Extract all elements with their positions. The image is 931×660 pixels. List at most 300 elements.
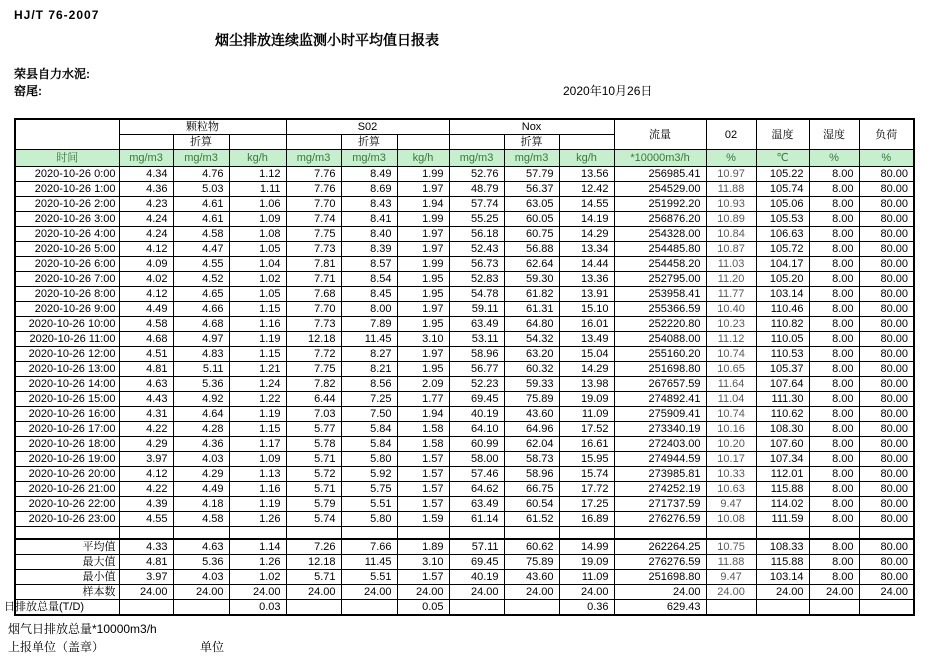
value-cell: 255366.59 — [614, 302, 706, 317]
summary-value-cell: 8.00 — [809, 555, 859, 570]
value-cell: 7.76 — [286, 167, 341, 182]
value-cell: 1.57 — [397, 482, 449, 497]
value-cell: 5.71 — [286, 452, 341, 467]
value-cell: 4.58 — [119, 317, 173, 332]
value-cell: 1.57 — [397, 497, 449, 512]
value-cell: 59.33 — [504, 377, 559, 392]
value-cell: 267657.59 — [614, 377, 706, 392]
time-cell: 2020-10-26 14:00 — [15, 377, 119, 392]
value-cell: 8.00 — [809, 272, 859, 287]
value-cell: 4.39 — [119, 497, 173, 512]
value-cell: 11.45 — [341, 332, 397, 347]
value-cell: 254485.80 — [614, 242, 706, 257]
separator-row — [15, 527, 914, 540]
summary-value-cell: 1.14 — [229, 539, 286, 555]
summary-value-cell: 115.88 — [756, 555, 809, 570]
daily-total-value-cell — [286, 600, 341, 616]
value-cell: 57.74 — [449, 197, 504, 212]
time-column-header: 时间 — [15, 150, 119, 167]
summary-row — [15, 570, 914, 585]
value-cell: 64.96 — [504, 422, 559, 437]
value-cell: 8.21 — [341, 362, 397, 377]
value-cell: 107.60 — [756, 437, 809, 452]
summary-label: 最小值 — [15, 570, 119, 585]
daily-total-value-cell: 629.43 — [614, 600, 706, 616]
value-cell: 4.43 — [119, 392, 173, 407]
value-cell: 80.00 — [859, 212, 914, 227]
summary-value-cell: 75.89 — [504, 555, 559, 570]
value-cell: 254328.00 — [614, 227, 706, 242]
value-cell: 271737.59 — [614, 497, 706, 512]
value-cell: 4.23 — [119, 197, 173, 212]
value-cell: 60.32 — [504, 362, 559, 377]
summary-value-cell: 11.45 — [341, 555, 397, 570]
summary-value-cell: 14.99 — [559, 539, 614, 555]
value-cell: 52.76 — [449, 167, 504, 182]
empty-cell — [559, 527, 614, 540]
value-cell: 80.00 — [859, 452, 914, 467]
value-cell: 4.24 — [119, 212, 173, 227]
value-cell: 1.95 — [397, 362, 449, 377]
value-cell: 62.64 — [504, 257, 559, 272]
time-cell: 2020-10-26 7:00 — [15, 272, 119, 287]
value-cell: 103.14 — [756, 287, 809, 302]
value-cell: 8.00 — [809, 347, 859, 362]
unit-header: kg/h — [229, 150, 286, 167]
value-cell: 4.97 — [173, 332, 229, 347]
hour-row — [15, 512, 914, 527]
value-cell: 1.06 — [229, 197, 286, 212]
value-cell: 106.63 — [756, 227, 809, 242]
value-cell: 4.64 — [173, 407, 229, 422]
value-cell: 4.81 — [119, 362, 173, 377]
value-cell: 17.52 — [559, 422, 614, 437]
converted-subheader: 折算 — [173, 135, 229, 150]
value-cell: 4.68 — [119, 332, 173, 347]
value-cell: 1.57 — [397, 467, 449, 482]
unit-header: mg/m3 — [173, 150, 229, 167]
value-cell: 4.55 — [119, 512, 173, 527]
value-cell: 10.33 — [706, 467, 756, 482]
value-cell: 75.89 — [504, 392, 559, 407]
value-cell: 80.00 — [859, 497, 914, 512]
value-cell: 253958.41 — [614, 287, 706, 302]
value-cell: 4.12 — [119, 242, 173, 257]
daily-total-label-text: 日排放总量(T/D) — [4, 601, 85, 613]
value-cell: 1.58 — [397, 437, 449, 452]
value-cell: 13.98 — [559, 377, 614, 392]
time-cell: 2020-10-26 13:00 — [15, 362, 119, 377]
value-cell: 58.96 — [504, 467, 559, 482]
value-cell: 63.49 — [449, 317, 504, 332]
hour-row — [15, 452, 914, 467]
value-cell: 55.25 — [449, 212, 504, 227]
value-cell: 48.79 — [449, 182, 504, 197]
hour-row — [15, 167, 914, 182]
value-cell: 43.60 — [504, 407, 559, 422]
value-cell: 80.00 — [859, 257, 914, 272]
unit-header: % — [706, 150, 756, 167]
value-cell: 8.00 — [809, 497, 859, 512]
value-cell: 54.78 — [449, 287, 504, 302]
unit-header: *10000m3/h — [614, 150, 706, 167]
standard-number: HJ/T 76-2007 — [14, 8, 100, 22]
value-cell: 4.31 — [119, 407, 173, 422]
summary-value-cell: 80.00 — [859, 570, 914, 585]
value-cell: 80.00 — [859, 167, 914, 182]
summary-value-cell: 24.00 — [859, 585, 914, 600]
daily-total-row — [15, 600, 914, 616]
value-cell: 17.25 — [559, 497, 614, 512]
value-cell: 8.00 — [809, 452, 859, 467]
value-cell: 4.55 — [173, 257, 229, 272]
value-cell: 52.23 — [449, 377, 504, 392]
value-cell: 7.72 — [286, 347, 341, 362]
daily-total-value-cell — [341, 600, 397, 616]
value-cell: 13.91 — [559, 287, 614, 302]
report-table — [4, 118, 915, 616]
value-cell: 9.47 — [706, 497, 756, 512]
value-cell: 63.20 — [504, 347, 559, 362]
value-cell: 10.89 — [706, 212, 756, 227]
time-cell: 2020-10-26 4:00 — [15, 227, 119, 242]
value-cell: 63.05 — [504, 197, 559, 212]
summary-value-cell: 108.33 — [756, 539, 809, 555]
pollutant-group-header: S02 — [286, 119, 449, 135]
value-cell: 1.94 — [397, 197, 449, 212]
summary-value-cell: 5.71 — [286, 570, 341, 585]
converted-subheader: 折算 — [504, 135, 559, 150]
unit-header: kg/h — [559, 150, 614, 167]
value-cell: 5.71 — [286, 482, 341, 497]
summary-value-cell: 24.00 — [614, 585, 706, 600]
value-cell: 80.00 — [859, 377, 914, 392]
value-cell: 15.10 — [559, 302, 614, 317]
value-cell: 10.87 — [706, 242, 756, 257]
value-cell: 5.80 — [341, 512, 397, 527]
value-cell: 80.00 — [859, 362, 914, 377]
value-cell: 1.05 — [229, 242, 286, 257]
summary-value-cell: 4.81 — [119, 555, 173, 570]
value-cell: 11.64 — [706, 377, 756, 392]
value-cell: 11.88 — [706, 182, 756, 197]
value-cell: 4.09 — [119, 257, 173, 272]
summary-value-cell: 24.00 — [449, 585, 504, 600]
value-cell: 14.29 — [559, 227, 614, 242]
value-cell: 1.19 — [229, 497, 286, 512]
hour-row — [15, 257, 914, 272]
value-cell: 80.00 — [859, 392, 914, 407]
value-cell: 8.00 — [809, 332, 859, 347]
value-cell: 10.97 — [706, 167, 756, 182]
summary-value-cell: 1.26 — [229, 555, 286, 570]
value-cell: 1.15 — [229, 422, 286, 437]
value-cell: 4.34 — [119, 167, 173, 182]
value-cell: 1.95 — [397, 272, 449, 287]
value-cell: 7.03 — [286, 407, 341, 422]
value-cell: 1.15 — [229, 302, 286, 317]
value-cell: 10.63 — [706, 482, 756, 497]
pollutant-group-header: 颗粒物 — [119, 119, 286, 135]
value-cell: 1.58 — [397, 422, 449, 437]
value-cell: 8.40 — [341, 227, 397, 242]
value-cell: 8.00 — [809, 182, 859, 197]
time-cell: 2020-10-26 20:00 — [15, 467, 119, 482]
value-cell: 110.62 — [756, 407, 809, 422]
value-cell: 105.74 — [756, 182, 809, 197]
value-cell: 115.88 — [756, 482, 809, 497]
value-cell: 5.84 — [341, 422, 397, 437]
value-cell: 4.12 — [119, 287, 173, 302]
value-cell: 14.55 — [559, 197, 614, 212]
summary-row — [15, 539, 914, 555]
value-cell: 7.73 — [286, 242, 341, 257]
time-cell: 2020-10-26 2:00 — [15, 197, 119, 212]
value-cell: 4.68 — [173, 317, 229, 332]
value-cell: 4.49 — [173, 482, 229, 497]
summary-label: 最大值 — [15, 555, 119, 570]
time-cell: 2020-10-26 15:00 — [15, 392, 119, 407]
value-cell: 8.00 — [341, 302, 397, 317]
summary-value-cell: 24.00 — [397, 585, 449, 600]
unit-header: kg/h — [397, 150, 449, 167]
time-cell: 2020-10-26 21:00 — [15, 482, 119, 497]
value-cell: 4.18 — [173, 497, 229, 512]
value-cell: 8.57 — [341, 257, 397, 272]
value-cell: 8.00 — [809, 437, 859, 452]
value-cell: 10.74 — [706, 407, 756, 422]
time-header-blank — [15, 119, 119, 150]
value-cell: 1.95 — [397, 317, 449, 332]
subheader-blank — [449, 135, 504, 150]
summary-value-cell: 12.18 — [286, 555, 341, 570]
value-cell: 59.11 — [449, 302, 504, 317]
value-cell: 8.00 — [809, 212, 859, 227]
value-cell: 1.99 — [397, 167, 449, 182]
hour-row — [15, 227, 914, 242]
value-cell: 274944.59 — [614, 452, 706, 467]
summary-value-cell: 69.45 — [449, 555, 504, 570]
summary-value-cell: 262264.25 — [614, 539, 706, 555]
hour-row — [15, 407, 914, 422]
value-cell: 110.53 — [756, 347, 809, 362]
value-cell: 8.00 — [809, 197, 859, 212]
value-cell: 1.97 — [397, 347, 449, 362]
column-group-header: 温度 — [756, 119, 809, 150]
unit-label: 单位 — [200, 640, 225, 654]
empty-cell — [173, 527, 229, 540]
value-cell: 4.76 — [173, 167, 229, 182]
value-cell: 64.80 — [504, 317, 559, 332]
hour-row — [15, 287, 914, 302]
unit-header: mg/m3 — [504, 150, 559, 167]
summary-value-cell: 60.62 — [504, 539, 559, 555]
value-cell: 8.00 — [809, 392, 859, 407]
unit-header: mg/m3 — [286, 150, 341, 167]
hour-row — [15, 497, 914, 512]
summary-row — [15, 555, 914, 570]
converted-subheader: 折算 — [341, 135, 397, 150]
value-cell: 1.16 — [229, 482, 286, 497]
value-cell: 8.45 — [341, 287, 397, 302]
hour-row — [15, 467, 914, 482]
value-cell: 80.00 — [859, 287, 914, 302]
value-cell: 8.00 — [809, 377, 859, 392]
empty-cell — [286, 527, 341, 540]
summary-value-cell: 24.00 — [229, 585, 286, 600]
daily-total-value-cell — [449, 600, 504, 616]
value-cell: 15.74 — [559, 467, 614, 482]
value-cell: 56.77 — [449, 362, 504, 377]
value-cell: 1.05 — [229, 287, 286, 302]
value-cell: 13.36 — [559, 272, 614, 287]
value-cell: 4.52 — [173, 272, 229, 287]
value-cell: 8.41 — [341, 212, 397, 227]
value-cell: 7.82 — [286, 377, 341, 392]
value-cell: 4.22 — [119, 422, 173, 437]
value-cell: 13.49 — [559, 332, 614, 347]
value-cell: 5.84 — [341, 437, 397, 452]
value-cell: 1.16 — [229, 317, 286, 332]
value-cell: 80.00 — [859, 332, 914, 347]
summary-value-cell: 24.00 — [706, 585, 756, 600]
value-cell: 10.74 — [706, 347, 756, 362]
value-cell: 8.43 — [341, 197, 397, 212]
report-unit-label: 上报单位（盖章） — [8, 640, 105, 654]
value-cell: 8.00 — [809, 422, 859, 437]
value-cell: 5.79 — [286, 497, 341, 512]
summary-value-cell: 103.14 — [756, 570, 809, 585]
value-cell: 4.12 — [119, 467, 173, 482]
value-cell: 7.75 — [286, 362, 341, 377]
value-cell: 8.54 — [341, 272, 397, 287]
location-label: 窑尾: — [14, 84, 42, 98]
value-cell: 1.97 — [397, 242, 449, 257]
value-cell: 5.78 — [286, 437, 341, 452]
value-cell: 5.03 — [173, 182, 229, 197]
value-cell: 7.68 — [286, 287, 341, 302]
value-cell: 254458.20 — [614, 257, 706, 272]
daily-total-value-cell: 0.03 — [229, 600, 286, 616]
value-cell: 80.00 — [859, 227, 914, 242]
unit-header: ℃ — [756, 150, 809, 167]
value-cell: 105.53 — [756, 212, 809, 227]
value-cell: 4.58 — [173, 512, 229, 527]
empty-cell — [859, 527, 914, 540]
value-cell: 4.61 — [173, 212, 229, 227]
summary-value-cell: 1.57 — [397, 570, 449, 585]
value-cell: 16.61 — [559, 437, 614, 452]
value-cell: 104.17 — [756, 257, 809, 272]
time-cell: 2020-10-26 6:00 — [15, 257, 119, 272]
value-cell: 7.73 — [286, 317, 341, 332]
empty-cell — [119, 527, 173, 540]
value-cell: 80.00 — [859, 512, 914, 527]
value-cell: 64.10 — [449, 422, 504, 437]
value-cell: 53.11 — [449, 332, 504, 347]
value-cell: 1.19 — [229, 407, 286, 422]
value-cell: 60.05 — [504, 212, 559, 227]
value-cell: 7.75 — [286, 227, 341, 242]
value-cell: 275909.41 — [614, 407, 706, 422]
footer-note: 烟气日排放总量*10000m3/h — [8, 622, 157, 636]
value-cell: 6.44 — [286, 392, 341, 407]
value-cell: 256876.20 — [614, 212, 706, 227]
summary-value-cell: 24.00 — [809, 585, 859, 600]
value-cell: 256985.41 — [614, 167, 706, 182]
value-cell: 66.75 — [504, 482, 559, 497]
value-cell: 105.06 — [756, 197, 809, 212]
value-cell: 4.65 — [173, 287, 229, 302]
value-cell: 7.76 — [286, 182, 341, 197]
subheader-blank — [119, 135, 173, 150]
value-cell: 254529.00 — [614, 182, 706, 197]
empty-cell — [397, 527, 449, 540]
hour-row — [15, 242, 914, 257]
empty-cell — [706, 527, 756, 540]
value-cell: 5.72 — [286, 467, 341, 482]
value-cell: 57.79 — [504, 167, 559, 182]
value-cell: 80.00 — [859, 272, 914, 287]
value-cell: 57.46 — [449, 467, 504, 482]
summary-value-cell: 24.00 — [341, 585, 397, 600]
time-cell: 2020-10-26 1:00 — [15, 182, 119, 197]
summary-value-cell: 24.00 — [119, 585, 173, 600]
value-cell: 1.11 — [229, 182, 286, 197]
value-cell: 61.52 — [504, 512, 559, 527]
value-cell: 3.10 — [397, 332, 449, 347]
time-cell: 2020-10-26 19:00 — [15, 452, 119, 467]
value-cell: 80.00 — [859, 302, 914, 317]
value-cell: 56.88 — [504, 242, 559, 257]
value-cell: 8.39 — [341, 242, 397, 257]
value-cell: 7.70 — [286, 197, 341, 212]
value-cell: 4.47 — [173, 242, 229, 257]
value-cell: 58.96 — [449, 347, 504, 362]
value-cell: 60.99 — [449, 437, 504, 452]
time-cell: 2020-10-26 17:00 — [15, 422, 119, 437]
value-cell: 8.00 — [809, 407, 859, 422]
time-cell: 2020-10-26 0:00 — [15, 167, 119, 182]
value-cell: 110.46 — [756, 302, 809, 317]
value-cell: 8.00 — [809, 302, 859, 317]
value-cell: 4.24 — [119, 227, 173, 242]
company-name: 荣县自力水泥: — [14, 67, 90, 81]
value-cell: 4.36 — [173, 437, 229, 452]
value-cell: 5.51 — [341, 497, 397, 512]
value-cell: 1.59 — [397, 512, 449, 527]
summary-label: 样本数 — [15, 585, 119, 600]
value-cell: 5.74 — [286, 512, 341, 527]
value-cell: 105.20 — [756, 272, 809, 287]
summary-value-cell: 40.19 — [449, 570, 504, 585]
column-group-header: 湿度 — [809, 119, 859, 150]
value-cell: 5.36 — [173, 377, 229, 392]
value-cell: 62.04 — [504, 437, 559, 452]
hour-row — [15, 347, 914, 362]
value-cell: 58.00 — [449, 452, 504, 467]
value-cell: 13.56 — [559, 167, 614, 182]
value-cell: 4.29 — [173, 467, 229, 482]
value-cell: 11.20 — [706, 272, 756, 287]
value-cell: 8.00 — [809, 512, 859, 527]
value-cell: 17.72 — [559, 482, 614, 497]
summary-value-cell: 11.09 — [559, 570, 614, 585]
value-cell: 15.04 — [559, 347, 614, 362]
empty-cell — [15, 527, 119, 540]
empty-cell — [449, 527, 504, 540]
value-cell: 5.80 — [341, 452, 397, 467]
